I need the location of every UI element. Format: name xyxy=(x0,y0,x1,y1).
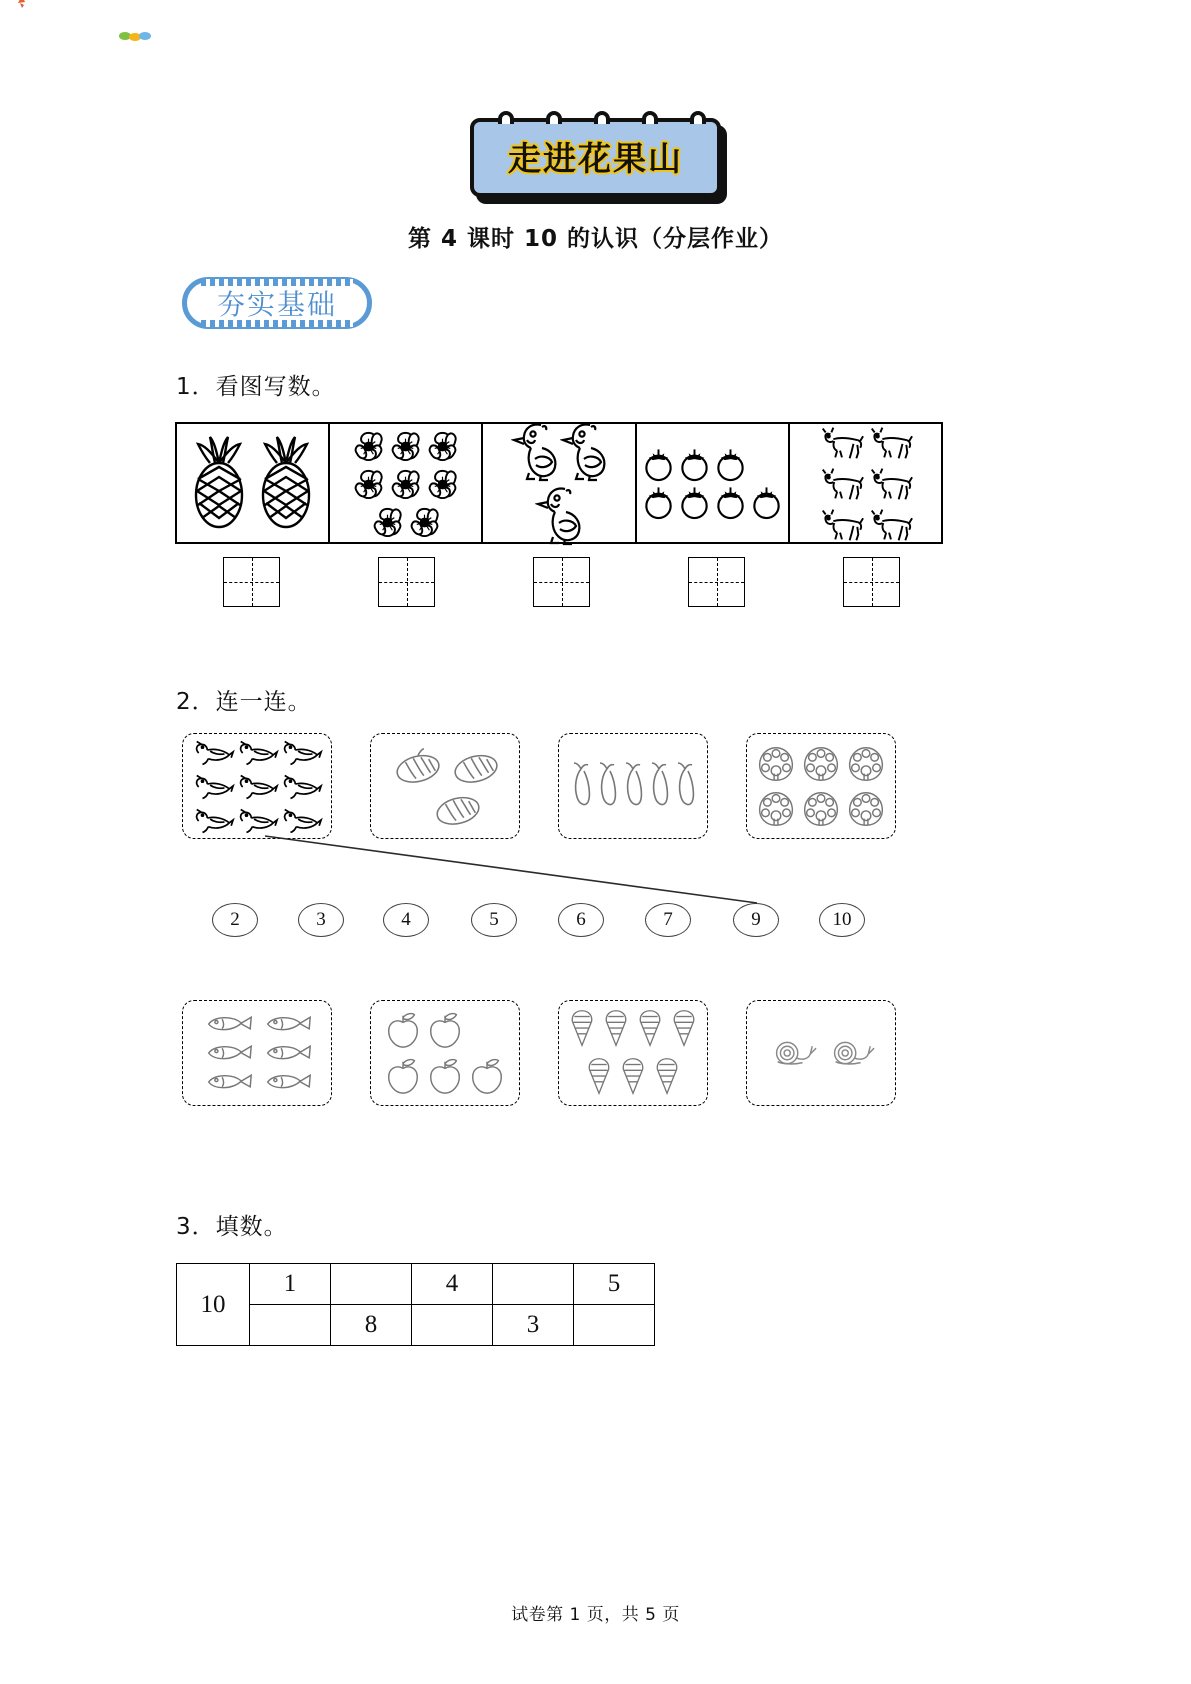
banner-title-text: 走进花果山 xyxy=(508,139,683,178)
flower-icon xyxy=(425,466,460,501)
flower-icon xyxy=(370,504,405,539)
q3-cell-lead: 10 xyxy=(177,1264,250,1346)
badge-leaf-decoration-icon xyxy=(118,28,158,42)
tomato-icon xyxy=(641,446,676,482)
pineapple-icon xyxy=(186,433,252,533)
icecream-icon xyxy=(582,1053,616,1101)
snail-icon xyxy=(766,1035,818,1071)
q3-cell-r1c5[interactable]: 5 xyxy=(574,1264,655,1305)
banner-notch-4 xyxy=(642,111,658,124)
icecream-icon xyxy=(650,1053,684,1101)
q1-cell-cow xyxy=(790,424,941,542)
peacock-icon xyxy=(754,742,798,786)
q1-cell-flower xyxy=(330,424,483,542)
fish-icon xyxy=(199,1010,257,1038)
duck-icon xyxy=(511,419,559,483)
q3-cell-r2c5[interactable] xyxy=(574,1305,655,1346)
dove-icon xyxy=(191,735,235,769)
title-banner-wrapper xyxy=(0,118,1191,197)
fish-icon xyxy=(199,1068,257,1096)
table-row xyxy=(177,1264,655,1305)
q2-bottom-box-apple[interactable] xyxy=(370,1000,520,1106)
q3-cell-r1c1[interactable]: 1 xyxy=(250,1264,331,1305)
watermelon-icon xyxy=(431,787,487,827)
q2-bottom-box-snail[interactable] xyxy=(746,1000,896,1106)
fish-icon xyxy=(258,1010,316,1038)
fish-icon xyxy=(199,1039,257,1067)
q1-answer-box-3[interactable] xyxy=(533,557,590,607)
chili-icon xyxy=(568,759,594,813)
q1-cell-tomato xyxy=(637,424,790,542)
peacock-icon xyxy=(799,787,843,831)
q3-cell-r2c1[interactable] xyxy=(250,1305,331,1346)
q3-cell-r1c2[interactable] xyxy=(331,1264,412,1305)
dove-icon xyxy=(279,735,323,769)
watermelon-icon xyxy=(449,745,505,785)
duck-icon xyxy=(560,419,608,483)
section-badge-label: 夯实基础 xyxy=(216,288,337,321)
q2-number-row xyxy=(0,903,1191,939)
q2-bottom-box-fish[interactable] xyxy=(182,1000,332,1106)
banner-notch-2 xyxy=(546,111,562,124)
icecream-icon xyxy=(616,1053,650,1101)
question-1-heading: 1．看图写数。 xyxy=(176,374,336,400)
q2-bottom-box-icecream[interactable] xyxy=(558,1000,708,1106)
q1-cell-duck xyxy=(483,424,636,542)
duck-icon xyxy=(535,483,583,547)
peacock-icon xyxy=(754,787,798,831)
peacock-icon xyxy=(844,742,888,786)
q2-top-box-chili[interactable] xyxy=(558,733,708,839)
q1-answer-box-1[interactable] xyxy=(223,557,280,607)
apple-icon xyxy=(425,1008,465,1052)
flower-icon xyxy=(351,428,386,463)
cow-icon xyxy=(817,463,865,503)
cow-icon xyxy=(817,504,865,544)
q3-cell-r1c3[interactable]: 4 xyxy=(412,1264,493,1305)
dove-icon xyxy=(235,735,279,769)
cow-icon xyxy=(817,422,865,462)
q3-fill-number-table xyxy=(176,1263,655,1346)
apple-icon xyxy=(383,1008,423,1052)
q2-top-box-dove[interactable] xyxy=(182,733,332,839)
q1-answer-box-row xyxy=(175,557,943,607)
icecream-icon xyxy=(565,1005,599,1053)
fish-icon xyxy=(258,1039,316,1067)
fish-icon xyxy=(258,1068,316,1096)
q3-cell-r1c4[interactable] xyxy=(493,1264,574,1305)
chili-icon xyxy=(646,759,672,813)
flower-icon xyxy=(351,466,386,501)
icecream-icon xyxy=(633,1005,667,1053)
icecream-icon xyxy=(599,1005,633,1053)
q3-cell-r2c4[interactable]: 3 xyxy=(493,1305,574,1346)
pineapple-icon xyxy=(253,433,319,533)
dove-icon xyxy=(235,803,279,837)
icecream-icon xyxy=(667,1005,701,1053)
peacock-icon xyxy=(799,742,843,786)
cow-icon xyxy=(866,463,914,503)
section-badge-basics xyxy=(182,277,372,329)
flower-icon xyxy=(425,428,460,463)
q2-number-option-4[interactable]: 4 xyxy=(383,903,429,937)
tomato-icon xyxy=(641,484,676,520)
q2-number-option-10[interactable]: 10 xyxy=(819,903,865,937)
banner-notch-3 xyxy=(594,111,610,124)
dove-icon xyxy=(279,769,323,803)
tomato-icon xyxy=(677,484,712,520)
watermelon-icon xyxy=(391,745,447,785)
dove-icon xyxy=(235,769,279,803)
flower-icon xyxy=(388,428,423,463)
apple-icon xyxy=(467,1054,507,1098)
cow-icon xyxy=(866,422,914,462)
q1-answer-box-2[interactable] xyxy=(378,557,435,607)
q1-answer-box-5[interactable] xyxy=(843,557,900,607)
q3-cell-r2c2[interactable]: 8 xyxy=(331,1305,412,1346)
chili-icon xyxy=(594,759,620,813)
cow-icon xyxy=(866,504,914,544)
apple-icon xyxy=(383,1054,423,1098)
q2-number-option-5[interactable]: 5 xyxy=(471,903,517,937)
q3-cell-r2c3[interactable] xyxy=(412,1305,493,1346)
tomato-icon xyxy=(713,446,748,482)
q1-picture-strip xyxy=(175,422,943,544)
tomato-spacer xyxy=(749,446,784,482)
tomato-icon xyxy=(677,446,712,482)
title-banner xyxy=(470,118,721,197)
question-2-heading: 2．连一连。 xyxy=(176,689,312,715)
q2-top-box-peacock[interactable] xyxy=(746,733,896,839)
flower-icon xyxy=(388,466,423,501)
question-3-heading: 3．填数。 xyxy=(176,1214,288,1240)
badge-flower-decoration-icon xyxy=(14,0,36,11)
q2-top-box-watermelon[interactable] xyxy=(370,733,520,839)
q2-number-option-3[interactable]: 3 xyxy=(298,903,344,937)
flower-icon xyxy=(407,504,442,539)
banner-notch-5 xyxy=(690,111,706,124)
dove-icon xyxy=(191,803,235,837)
tomato-icon xyxy=(713,484,748,520)
q1-cell-pineapple xyxy=(177,424,330,542)
q2-number-option-2[interactable]: 2 xyxy=(212,903,258,937)
q2-number-option-9[interactable]: 9 xyxy=(733,903,779,937)
banner-notch-1 xyxy=(498,111,514,124)
apple-spacer xyxy=(467,1008,507,1052)
page-footer: 试卷第 1 页，共 5 页 xyxy=(511,1605,680,1625)
q2-number-option-6[interactable]: 6 xyxy=(558,903,604,937)
dove-icon xyxy=(191,769,235,803)
tomato-icon xyxy=(749,484,784,520)
dove-icon xyxy=(279,803,323,837)
chili-icon xyxy=(672,759,698,813)
lesson-subtitle: 第 4 课时 10 的认识（分层作业） xyxy=(407,226,784,252)
q2-number-option-7[interactable]: 7 xyxy=(645,903,691,937)
snail-icon xyxy=(824,1035,876,1071)
peacock-icon xyxy=(844,787,888,831)
chili-icon xyxy=(620,759,646,813)
apple-icon xyxy=(425,1054,465,1098)
q1-answer-box-4[interactable] xyxy=(688,557,745,607)
